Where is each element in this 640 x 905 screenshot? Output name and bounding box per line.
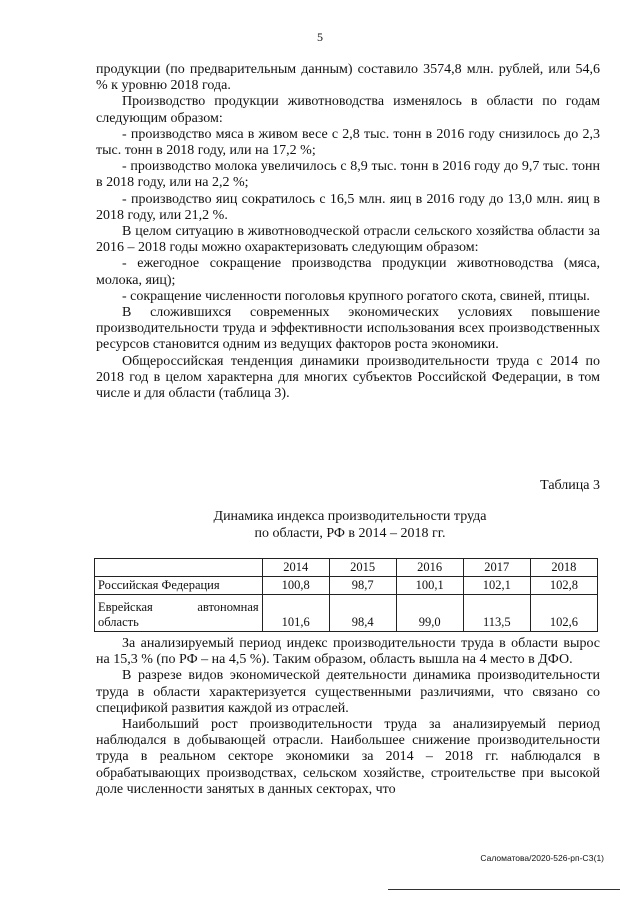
paragraph: Производство продукции животноводства изменялось в области по годам следующим образом: bbox=[96, 94, 600, 126]
row-name-line bbox=[98, 600, 259, 615]
paragraph: В целом ситуацию в животноводческой отрасли сельского хозяйства области за 2016 – 2018 годы можно охарактеризовать следующим образом: bbox=[96, 224, 600, 256]
table-cell: 102,1 bbox=[463, 577, 530, 595]
table-row bbox=[95, 577, 598, 595]
table-header-cell: 2018 bbox=[530, 559, 597, 577]
table-cell: 98,4 bbox=[329, 595, 396, 632]
table-header-cell: 2016 bbox=[396, 559, 463, 577]
list-item: - производство мяса в живом весе с 2,8 тыс. тонн в 2016 году снизилось до 2,3 тыс. тонн в 2018 году, или на 17,2 %; bbox=[96, 126, 600, 159]
page-number: 5 bbox=[317, 30, 323, 44]
row-name-word: область bbox=[98, 615, 139, 629]
row-name-word: Еврейская bbox=[98, 600, 153, 614]
table-caption-line: по области, РФ в 2014 – 2018 гг. bbox=[254, 526, 446, 541]
table-header-cell bbox=[95, 559, 263, 577]
productivity-table bbox=[94, 558, 598, 632]
body-text-bottom bbox=[96, 636, 600, 798]
paragraph: продукции (по предварительным данным) составило 3574,8 млн. рублей, или 54,6 % к уровню 2018 года. bbox=[96, 62, 600, 94]
table-header-row bbox=[95, 559, 598, 577]
list-item: - ежегодное сокращение производства продукции животноводства (мяса, молока, яиц); bbox=[96, 256, 600, 288]
list-item: - производство молока увеличилось с 8,9 тыс. тонн в 2016 году до 9,7 тыс. тонн в 2018 году, или на 2,2 %; bbox=[96, 159, 600, 191]
table-row bbox=[95, 595, 598, 632]
table-header-cell: 2017 bbox=[463, 559, 530, 577]
table-header-cell: 2015 bbox=[329, 559, 396, 577]
document-code: Саломатова/2020-526-рп-СЗ(1) bbox=[480, 853, 604, 863]
paragraph: В разрезе видов экономической деятельности динамика производительности труда в области характеризуется существенными различиями, что связано со спецификой развития каждой из отраслей. bbox=[96, 668, 600, 716]
list-item: - сокращение численности поголовья крупного рогатого скота, свиней, птицы. bbox=[122, 288, 590, 304]
table-label: Таблица 3 bbox=[540, 478, 600, 493]
table-cell: 113,5 bbox=[463, 595, 530, 632]
table-cell: 98,7 bbox=[329, 577, 396, 595]
row-name-word: автономная bbox=[197, 600, 259, 614]
table-header-cell: 2014 bbox=[262, 559, 329, 577]
paragraph: Наибольший рост производительности труда за анализируемый период наблюдался в добывающей отрасли. Наибольшее снижение производительности труда в реальном секторе экономики за 2014 – 2018 гг. наблюдался в обрабатывающих производствах, сельском хозяйстве, строительстве при высокой доле численности занятых в данных секторах, что bbox=[96, 717, 600, 797]
list-item: - производство яиц сократилось с 16,5 млн. яиц в 2016 году до 13,0 млн. яиц в 2018 году, или 21,2 %. bbox=[96, 191, 600, 223]
paragraph: Общероссийская тенденция динамики производительности труда с 2014 по 2018 год в целом характерна для многих субъектов Российской Федерации, в том числе и для области (таблица 3). bbox=[96, 353, 600, 402]
table-cell: 102,6 bbox=[530, 595, 597, 632]
row-name-cell bbox=[95, 595, 263, 632]
body-text-top bbox=[96, 62, 600, 402]
table-cell: 101,6 bbox=[262, 595, 329, 632]
table-cell: 100,1 bbox=[396, 577, 463, 595]
paragraph: За анализируемый период индекс производительности труда в области вырос на 15,3 % (по РФ – на 4,5 %). Таким образом, область вышла на 4 место в ДФО. bbox=[96, 636, 600, 668]
row-name-cell: Российская Федерация bbox=[95, 577, 263, 595]
footer-rule bbox=[388, 889, 620, 890]
table-cell: 102,8 bbox=[530, 577, 597, 595]
table-caption bbox=[150, 508, 550, 542]
paragraph: В сложившихся современных экономических условиях повышение производительности труда и эффективности использования всех производственных ресурсов становится одним из ведущих факторов роста экономики. bbox=[96, 305, 600, 353]
table-cell: 100,8 bbox=[262, 577, 329, 595]
table-cell: 99,0 bbox=[396, 595, 463, 632]
table-caption-line: Динамика индекса производительности труда bbox=[213, 509, 487, 524]
